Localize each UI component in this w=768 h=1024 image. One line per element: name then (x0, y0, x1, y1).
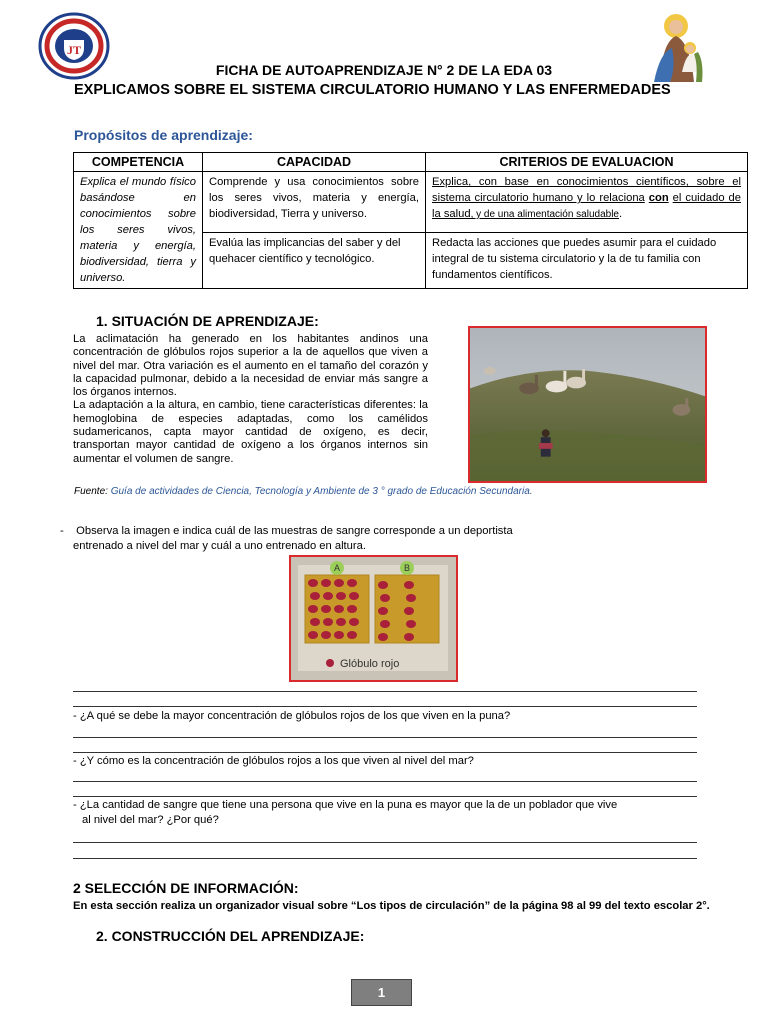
red-blood-cell (349, 592, 359, 600)
question-1: - ¿A qué se debe la mayor concentración de glóbulos rojos de los que viven en la puna? (73, 710, 511, 722)
red-blood-cell (321, 605, 331, 613)
sample-b-label: B (403, 563, 411, 573)
red-blood-cell (347, 605, 357, 613)
red-blood-cell (334, 579, 344, 587)
red-blood-cell (334, 631, 344, 639)
blood-samples-image (289, 555, 458, 682)
blood-samples-drawing (291, 557, 456, 680)
criterio-1-emphasis: con (648, 192, 669, 204)
section-1-heading: 1. SITUACIÓN DE APRENDIZAJE: (96, 313, 319, 329)
red-blood-cell (347, 579, 357, 587)
red-blood-cell (321, 579, 331, 587)
criterio-1-nutrition: , y de una alimentación saludable (470, 209, 619, 220)
section-2-instruction (73, 899, 718, 913)
instruction-line-1: - Observa la imagen e indica cuál de las muestras de sangre corresponde a un deportista (60, 525, 513, 537)
answer-line[interactable] (73, 781, 697, 782)
question-3-continued: al nivel del mar? ¿Por qué? (82, 814, 219, 826)
question-3: - ¿La cantidad de sangre que tiene una persona que vive en la puna es mayor que la de un poblador que vive (73, 799, 618, 811)
section-2-heading: 2 SELECCIÓN DE INFORMACIÓN: (73, 880, 299, 896)
red-blood-cell (378, 607, 388, 615)
red-blood-cell (321, 631, 331, 639)
section-2-topic: “Los tipos de circulación” (350, 900, 491, 912)
answer-line[interactable] (73, 706, 697, 707)
purposes-heading: Propósitos de aprendizaje: (74, 127, 253, 143)
capacidad-cell-2: Evalúa las implicancias del saber y del quehacer científico y tecnológico. (203, 232, 426, 288)
sample-a-label: A (333, 563, 341, 573)
answer-line[interactable] (73, 691, 697, 692)
red-blood-cell (336, 592, 346, 600)
red-blood-cell (406, 594, 416, 602)
red-blood-cell (334, 605, 344, 613)
red-cell-caption: Glóbulo rojo (340, 658, 400, 670)
red-blood-cell (378, 633, 388, 641)
header-competencia: COMPETENCIA (74, 153, 203, 172)
red-blood-cell (380, 594, 390, 602)
red-blood-cell (336, 618, 346, 626)
question-2: - ¿Y cómo es la concentración de glóbulos rojos a los que viven al nivel del mar? (73, 755, 474, 767)
answer-line[interactable] (73, 858, 697, 859)
header-capacidad: CAPACIDAD (203, 153, 426, 172)
red-blood-cell (308, 631, 318, 639)
situation-paragraph-2: La adaptación a la altura, en cambio, tiene características diferentes: la hemoglobina de especies adaptadas, como los camélidos sudamericanos, capta mayor cantidad de oxígeno, es decir, transportan mayor cantidad de oxígeno a los órganos internos sin aumentar el volumen de sangre. (73, 399, 428, 465)
criterio-1-text: Explica, con base en conocimientos científicos, sobre el sistema circulatorio humano y lo relaciona (432, 176, 741, 204)
page-number: 1 (351, 979, 412, 1006)
section-3-heading: 2. CONSTRUCCIÓN DEL APRENDIZAJE: (96, 928, 365, 944)
situation-paragraph-1: La aclimatación ha generado en los habitantes andinos una concentración de glóbulos rojos superior a la de aquellos que viven a nivel del mar. Otra variación es el aumento en el tamaño del corazón y la capacidad pulmonar, debido a la necesidad de enviar más sangre a los órganos internos. (73, 333, 428, 399)
red-blood-cell (310, 592, 320, 600)
svg-text:JT: JT (66, 43, 82, 57)
andean-llamas-photo (468, 326, 707, 483)
red-blood-cell (404, 581, 414, 589)
answer-line[interactable] (73, 752, 697, 753)
worksheet-title: FICHA DE AUTOAPRENDIZAJE N° 2 DE LA EDA 03 (215, 62, 553, 78)
capacidad-cell-1: Comprende y usa conocimientos sobre los seres vivos, materia y energía, biodiversidad, Tierra y universo. (203, 172, 426, 233)
source-citation (74, 486, 533, 497)
source-text: Guía de actividades de Ciencia, Tecnología y Ambiente de 3 ° grado de Educación Secundaria. (110, 486, 533, 497)
red-blood-cell (310, 618, 320, 626)
answer-line[interactable] (73, 842, 697, 843)
worksheet-subtitle: EXPLICAMOS SOBRE EL SISTEMA CIRCULATORIO HUMANO Y LAS ENFERMEDADES (74, 82, 671, 98)
red-blood-cell (404, 633, 414, 641)
source-label: Fuente: (74, 486, 108, 497)
answer-line[interactable] (73, 796, 697, 797)
criterio-cell-2: Redacta las acciones que puedes asumir para el cuidado integral de tu sistema circulatorio y la de tu familia con fundamentos científicos. (426, 232, 748, 288)
red-blood-cell (308, 579, 318, 587)
red-blood-cell (349, 618, 359, 626)
criterio-1-health: el cuidado de la salud (432, 192, 741, 220)
situation-text (73, 333, 428, 466)
red-blood-cell (323, 592, 333, 600)
section-2-text-a: En esta sección realiza un organizador visual sobre (73, 900, 351, 912)
red-blood-cell (378, 581, 388, 589)
red-blood-cell (404, 607, 414, 615)
section-2-text-c: de la página 98 al 99 del texto escolar 2°. (490, 900, 710, 912)
competencia-cell: Explica el mundo físico basándose en conocimientos sobre los seres vivos, materia y energía, biodiversidad, tierra y universo. (74, 172, 203, 289)
instruction-line-2: entrenado a nivel del mar y cuál a uno entrenado en altura. (73, 540, 366, 552)
red-blood-cell (380, 620, 390, 628)
header-criterios: CRITERIOS DE EVALUACION (426, 153, 748, 172)
criterio-cell-1: Explica, con base en conocimientos científicos, sobre el sistema circulatorio humano y lo relaciona con el cuidado de la salud, y de una alimentación saludable. (426, 172, 748, 233)
red-blood-cell (347, 631, 357, 639)
answer-line[interactable] (73, 737, 697, 738)
red-blood-cell (323, 618, 333, 626)
red-blood-cell (406, 620, 416, 628)
red-blood-cell (308, 605, 318, 613)
competency-table (73, 152, 748, 289)
